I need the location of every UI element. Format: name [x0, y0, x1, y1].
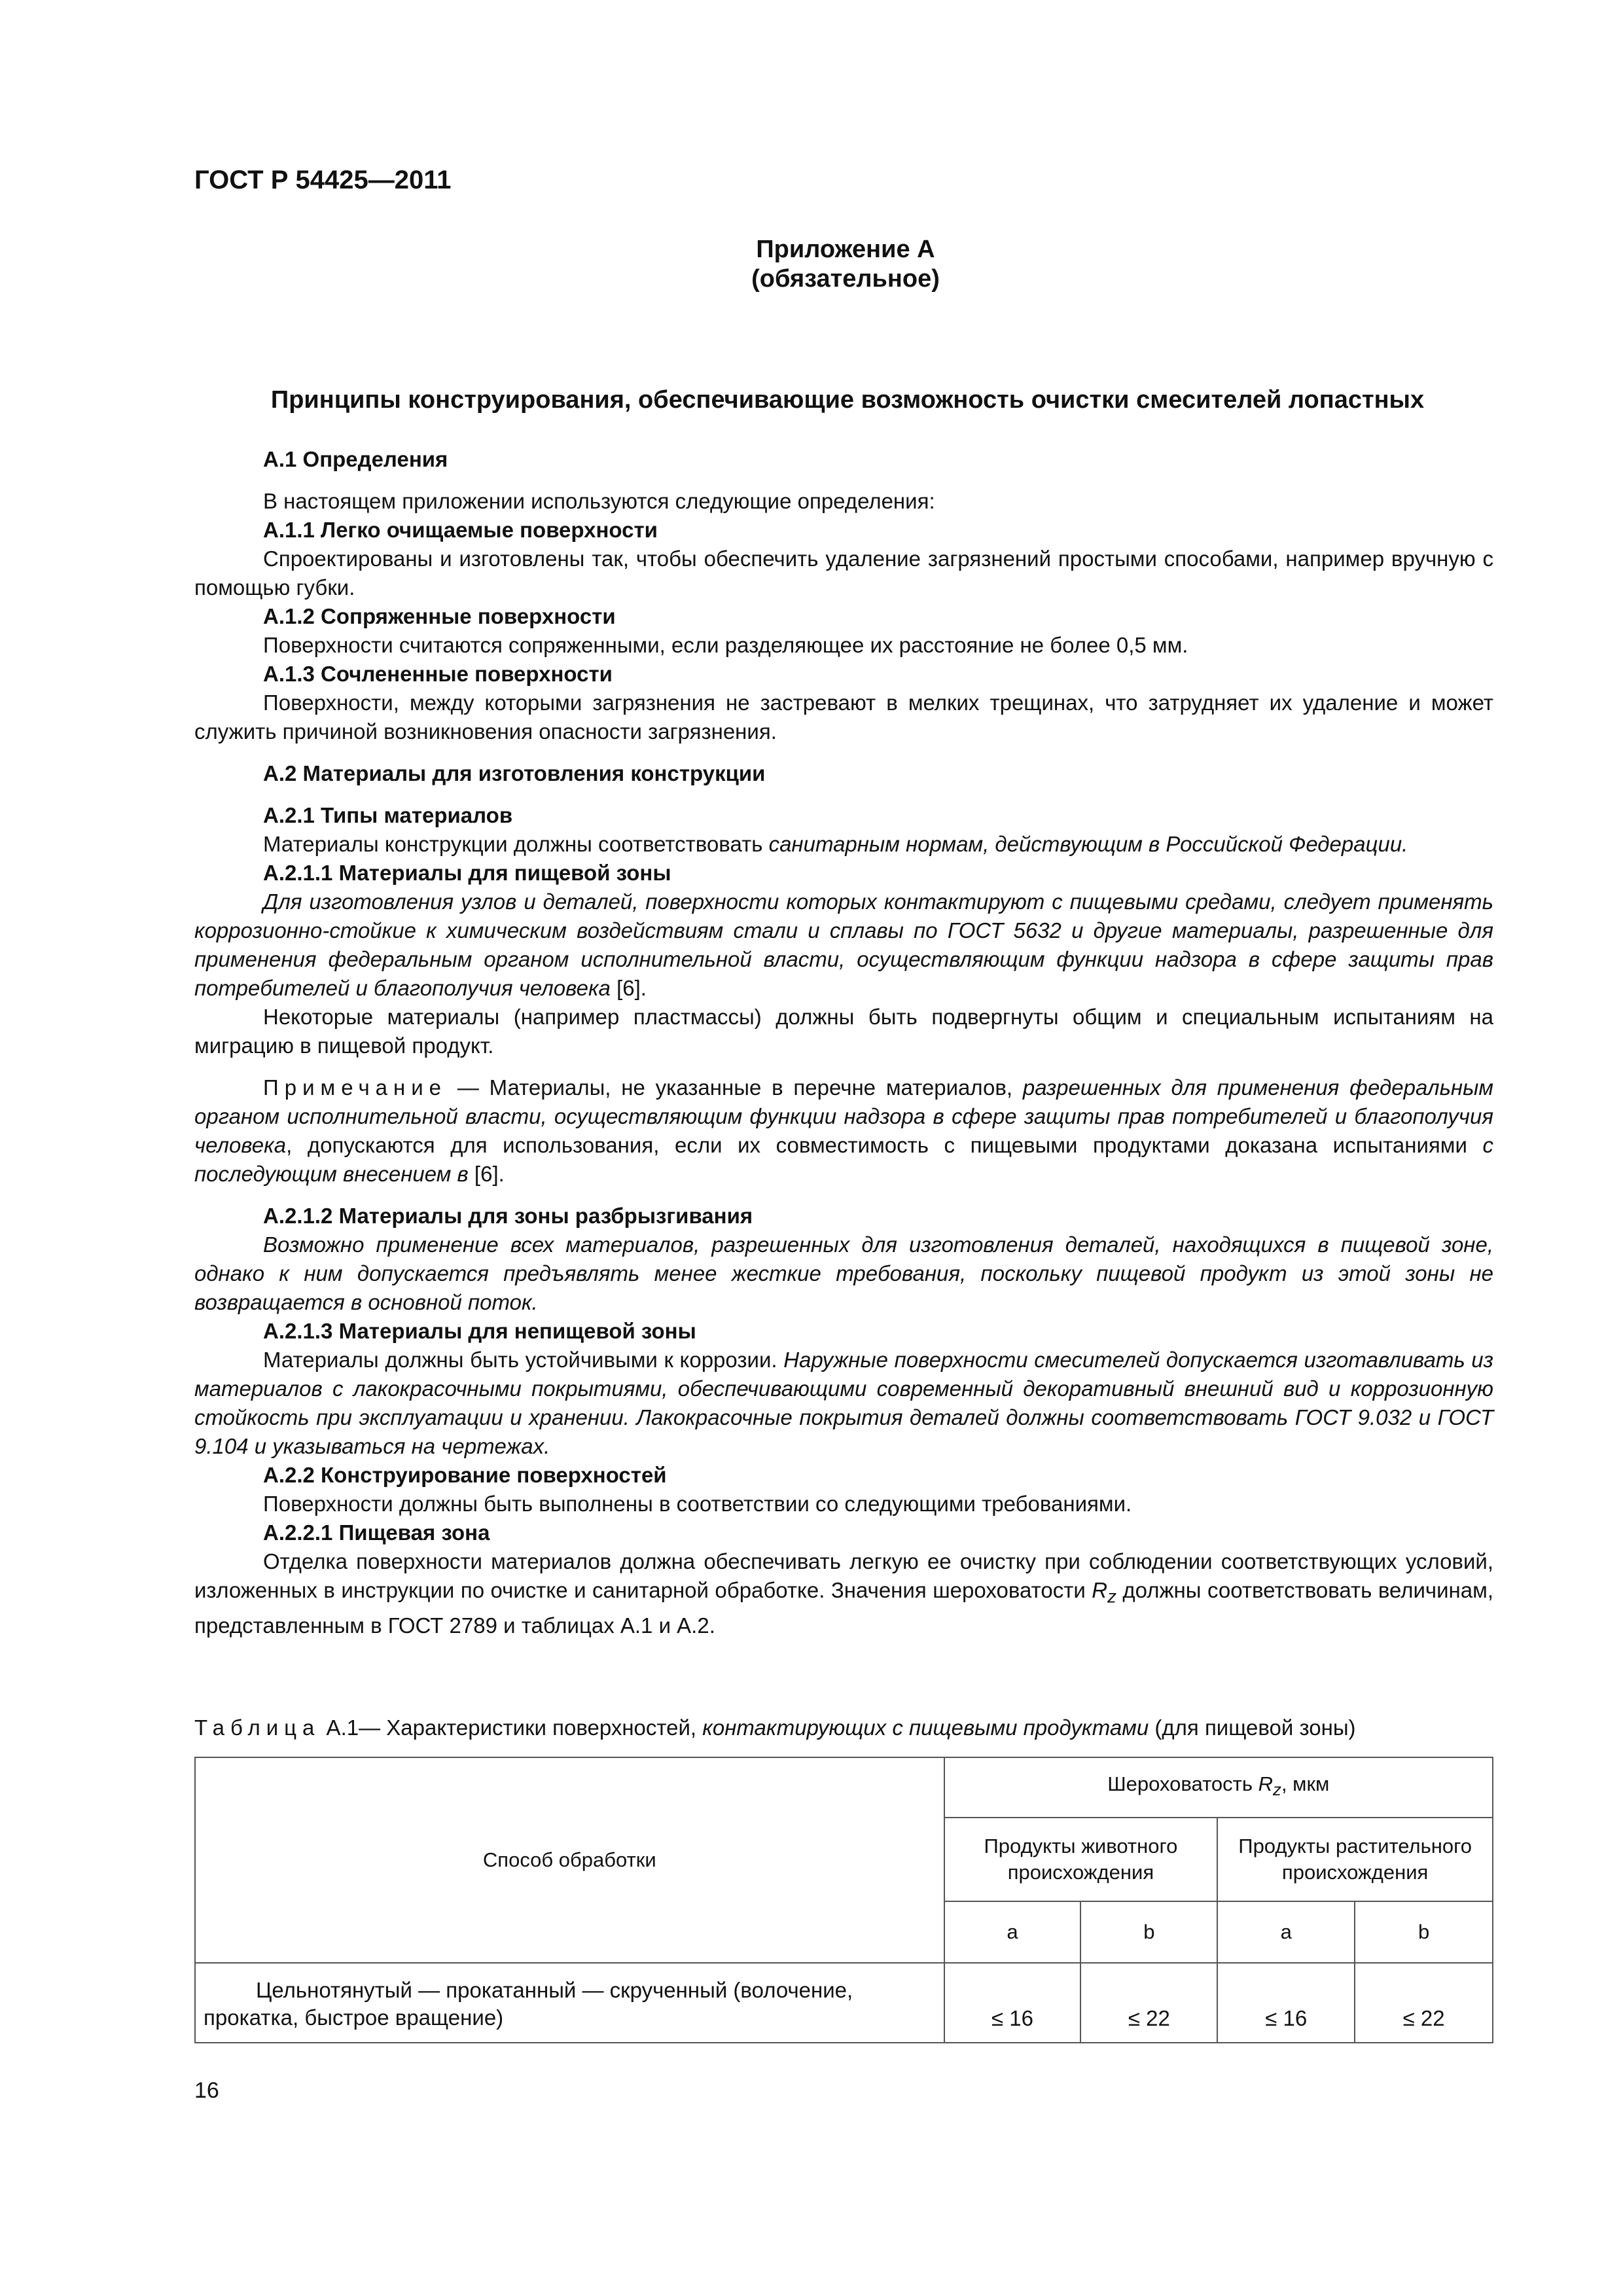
annex-status: (обязательное)	[751, 265, 940, 293]
page-number: 16	[194, 2078, 219, 2103]
section-a11-text: Спроектированы и изготовлены так, чтобы обеспечить удаление загрязнений простыми способами, например вручную с помощью губки.	[194, 547, 1493, 600]
table-cell-value: ≤ 22	[1080, 1963, 1217, 2043]
table-cell-value: ≤ 22	[1355, 1963, 1493, 2043]
section-a213-heading: А.2.1.3 Материалы для непищевой зоны	[263, 1319, 696, 1343]
annex-main-title: Принципы конструирования, обеспечивающие возможность очистки смесителей лопастных	[270, 386, 1425, 414]
section-a22-heading: А.2.2 Конструирование поверхностей	[263, 1463, 667, 1487]
table-row	[195, 1963, 1493, 2043]
section-a13-heading: А.1.3 Сочлененные поверхности	[263, 662, 613, 686]
section-a21-heading: А.2.1 Типы материалов	[263, 803, 513, 827]
col-group-plant: Продукты растительного происхождения	[1217, 1818, 1493, 1901]
section-a221-heading: А.2.2.1 Пищевая зона	[263, 1520, 490, 1545]
section-a2-heading: А.2 Материалы для изготовления конструкции	[263, 761, 766, 785]
table-cell-method: Цельнотянутый — прокатанный — скрученный (волочение, прокатка, быстрое вращение)	[195, 1963, 944, 2043]
surface-roughness-table	[194, 1757, 1493, 2043]
section-a211-text: Для изготовления узлов и деталей, поверхности которых контактируют с пищевыми средами, следует применять коррозионно-стойкие к химическим воздействиям стали и сплавы по ГОСТ 5632 и другие материалы, разрешенные для применения федеральным органом исполнительной власти, осуществляющим функции надзора в сфере защиты прав потребителей и благополучия человека [6].	[194, 889, 1493, 1000]
note-label: Примечание	[263, 1075, 448, 1100]
sub-header: b	[1080, 1901, 1217, 1963]
note: Примечание — Материалы, не указанные в перечне материалов, разрешенных для применения федеральным органом исполнительной власти, осуществляющим функции надзора в сфере защиты прав потребителей и благополучия человека, допускаются для использования, если их совместимость с пищевыми продуктами доказана испытаниями с последующим внесением в [6].	[194, 1075, 1493, 1186]
section-a212-heading: А.2.1.2 Материалы для зоны разбрызгивания	[263, 1204, 753, 1228]
table-cell-value: ≤ 16	[1217, 1963, 1355, 2043]
sub-header: a	[1217, 1901, 1355, 1963]
section-a13-text: Поверхности, между которыми загрязнения не застревают в мелких трещинах, что затрудняет их удаление и может служить причиной возникновения опасности загрязнения.	[194, 691, 1493, 744]
annex-title: Приложение А	[756, 236, 935, 263]
sub-header: a	[944, 1901, 1081, 1963]
standard-header: ГОСТ Р 54425—2011	[194, 166, 452, 194]
col-group-animal: Продукты животного происхождения	[944, 1818, 1218, 1901]
col-header-method: Способ обработки	[195, 1757, 944, 1963]
section-a1-heading: А.1 Определения	[263, 447, 448, 471]
section-a11-heading: А.1.1 Легко очищаемые поверхности	[263, 518, 658, 542]
col-header-roughness: Шероховатость $R_z$, мкм	[944, 1757, 1493, 1818]
section-a211-heading: А.2.1.1 Материалы для пищевой зоны	[263, 861, 671, 885]
section-a212-text: Возможно применение всех материалов, разрешенных для изготовления деталей, находящихся в пищевой зоне, однако к ним допускается предъявлять менее жесткие требования, поскольку пищевой продукт из этой зоны не возвращается в основной поток.	[194, 1232, 1493, 1314]
section-a213-text: Материалы должны быть устойчивыми к коррозии. Наружные поверхности смесителей допускается изготавливать из материалов с лакокрасочными покрытиями, обеспечивающими современный декоративный внешний вид и коррозионную стойкость при эксплуатации и хранении. Лакокрасочные покрытия деталей должны соответствовать ГОСТ 9.032 и ГОСТ 9.104 и указываться на чертежах.	[194, 1348, 1493, 1458]
table-cell-value: ≤ 16	[944, 1963, 1081, 2043]
section-a12-text: Поверхности считаются сопряженными, если разделяющее их расстояние не более 0,5 мм.	[263, 633, 1188, 657]
table-caption: Таблица А.1— Характеристики поверхностей, контактирующих с пищевыми продуктами (для пищевой зоны)	[194, 1715, 1356, 1740]
section-a211-text-2: Некоторые материалы (например пластмассы) должны быть подвергнуты общим и специальным испытаниям на миграцию в пищевой продукт.	[194, 1005, 1493, 1058]
document-body	[194, 445, 1493, 1640]
section-a1-intro: В настоящем приложении используются следующие определения:	[263, 489, 935, 513]
section-a21-text: Материалы конструкции должны соответствовать санитарным нормам, действующим в Российской Федерации.	[263, 832, 1408, 856]
section-a221-text: Отделка поверхности материалов должна обеспечивать легкую ее очистку при соблюдении соответствующих условий, изложенных в инструкции по очистке и санитарной обработке. Значения шероховатости $R_z$ должны соответствовать величинам, представленным в ГОСТ 2789 и таблицах А.1 и А.2.	[194, 1549, 1493, 1638]
section-a22-text: Поверхности должны быть выполнены в соответствии со следующими требованиями.	[263, 1492, 1132, 1516]
sub-header: b	[1355, 1901, 1493, 1963]
section-a12-heading: А.1.2 Сопряженные поверхности	[263, 604, 616, 628]
